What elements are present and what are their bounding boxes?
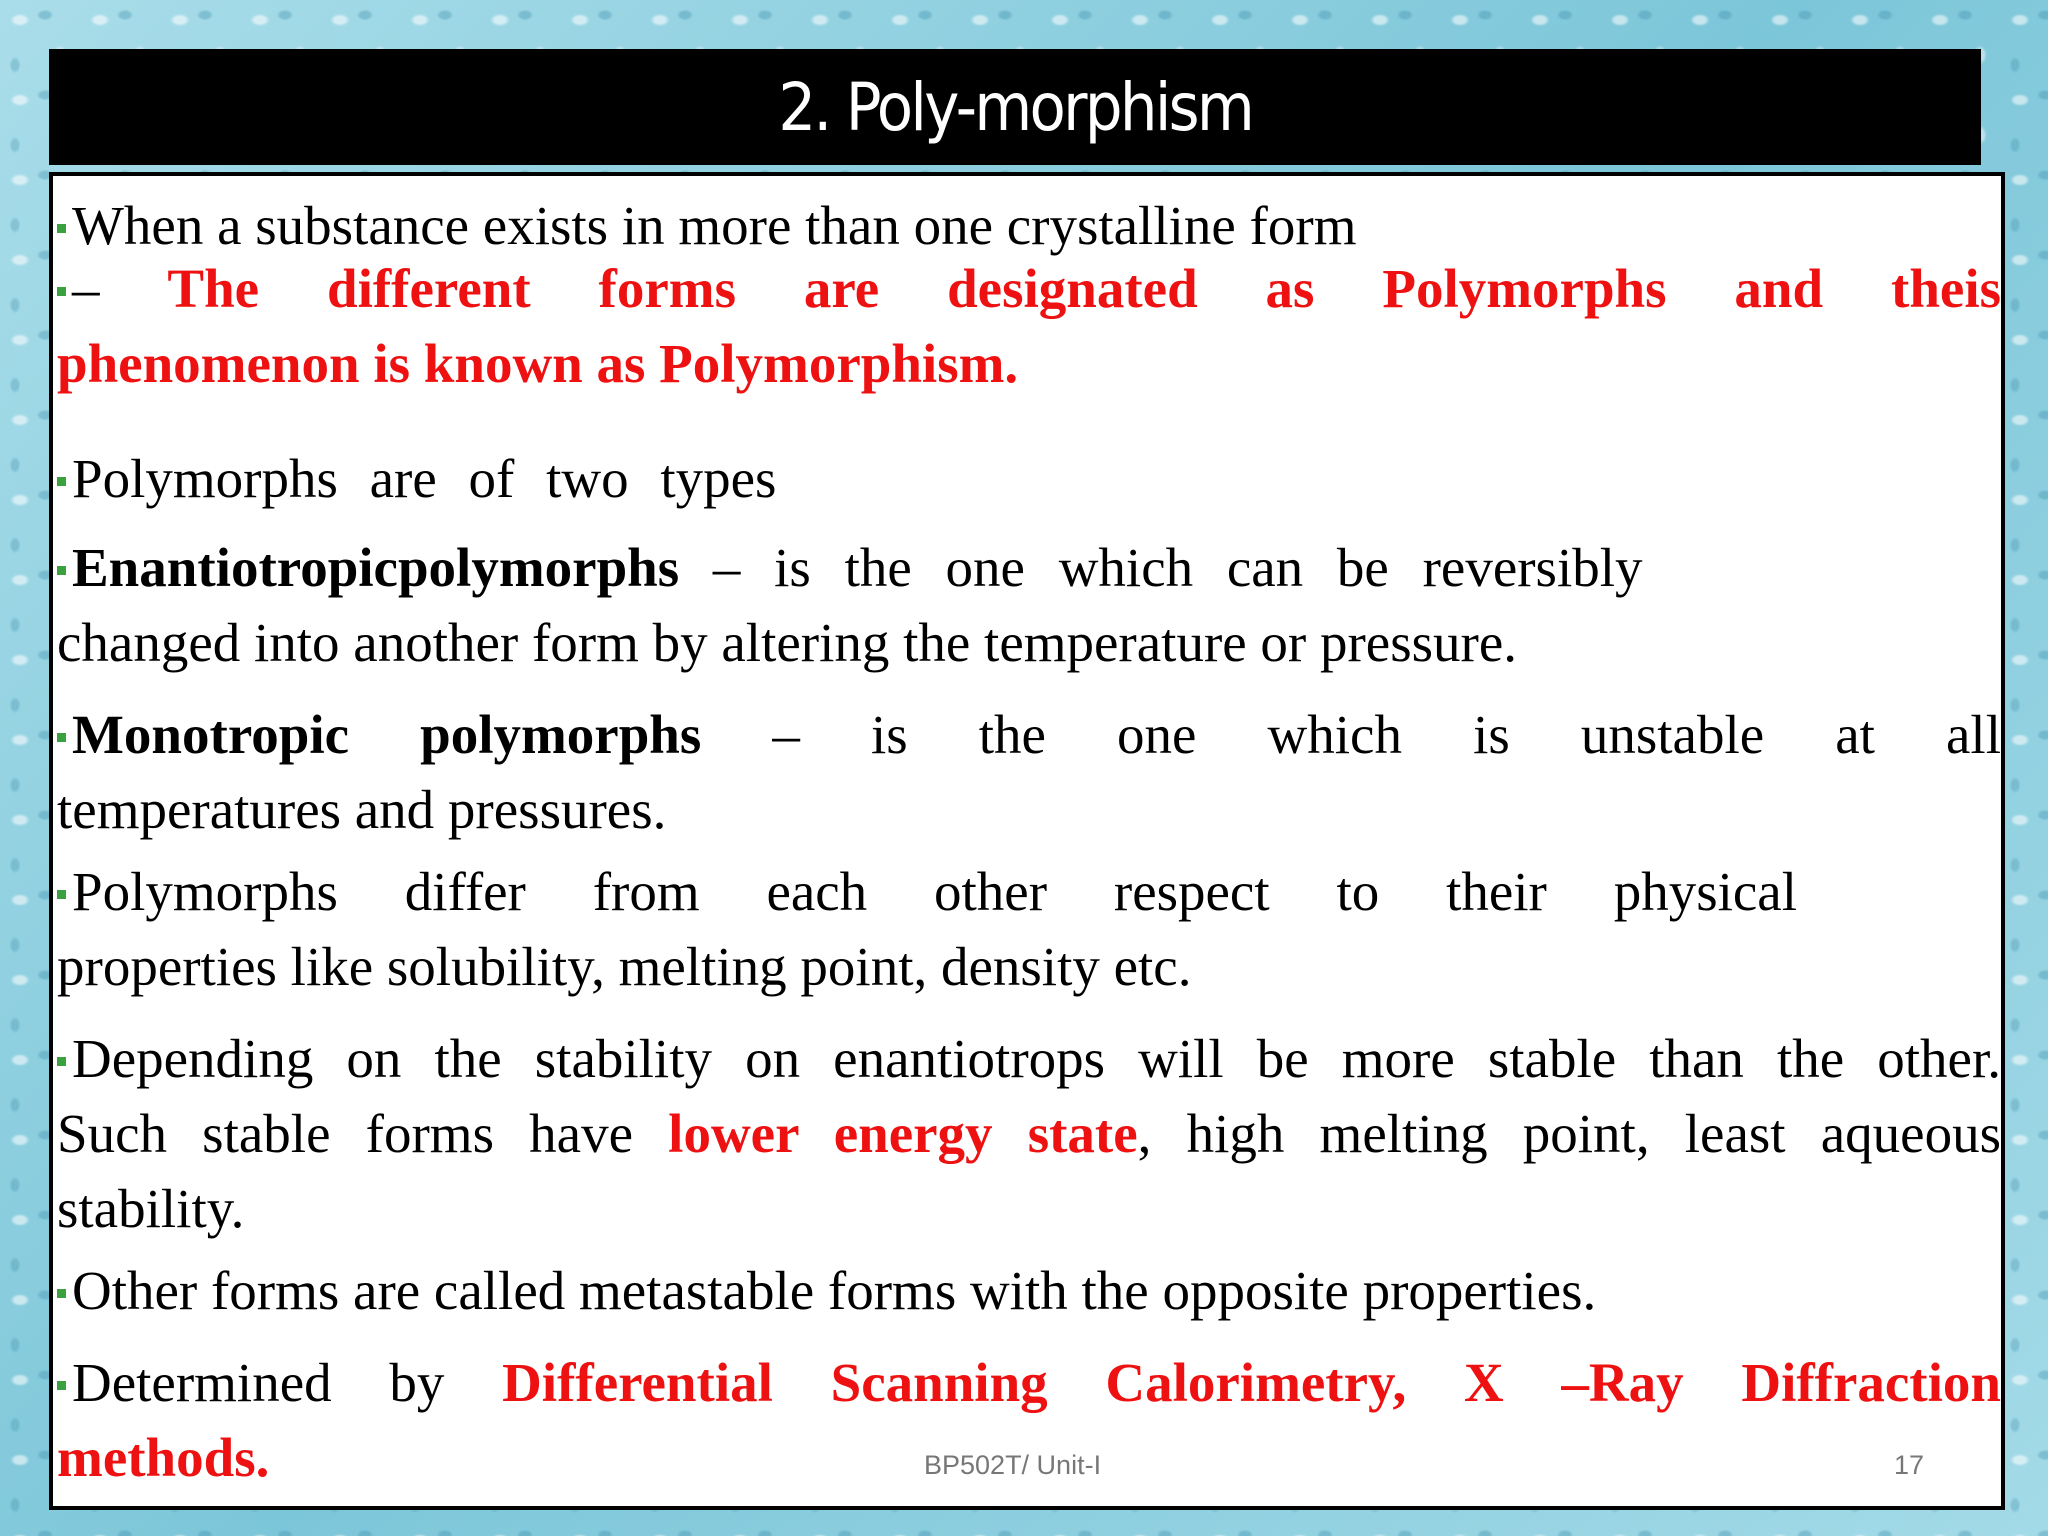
title-bar <box>49 49 1981 165</box>
enantiotropic-desc-cont: changed into another form by altering the temperature or pressure. <box>57 612 1517 673</box>
methods-red-cont: methods. <box>57 1427 270 1488</box>
footer-page-number: 17 <box>1894 1450 1925 1480</box>
bullet-stability-line2 <box>57 1096 2001 1171</box>
footer-course: BP502T/ Unit-I <box>924 1450 1102 1480</box>
polymorphs-definition-red: The different forms are designated as Polymorphs and theis <box>167 258 2002 319</box>
enantiotropic-desc: – is the one which can be reversibly <box>679 537 1643 598</box>
slide-title: 2. Poly-morphism <box>778 68 1252 146</box>
definition-text: When a substance exists in more than one crystalline form <box>72 195 1357 256</box>
bullet-icon <box>57 566 66 575</box>
dash: – <box>72 258 168 319</box>
bullet-physical-line2 <box>57 929 2001 1004</box>
monotropic-desc-cont: temperatures and pressures. <box>57 779 667 840</box>
bullet-stability-line3 <box>57 1171 2001 1246</box>
bullet-types <box>57 441 2001 516</box>
bullet-icon <box>57 1381 66 1390</box>
bullet-icon <box>57 890 66 899</box>
bullet-icon <box>57 1057 66 1066</box>
bullet-metastable <box>57 1253 2001 1328</box>
stability-text-b: , high melting point, least aqueous <box>1137 1103 2001 1164</box>
bullet-physical-line1 <box>57 854 1797 929</box>
methods-red: Differential Scanning Calorimetry, X –Ray Diffraction <box>502 1352 2001 1413</box>
physical-text: Polymorphs differ from each other respect to their physical <box>72 861 1797 922</box>
monotropic-desc: – is the one which is unstable at all <box>701 704 2001 765</box>
bullet-polymorphs-line2 <box>57 326 2001 401</box>
stability-text: Depending on the stability on enantiotrops will be more stable than the other. <box>72 1028 2001 1089</box>
physical-text-cont: properties like solubility, melting point, density etc. <box>57 936 1192 997</box>
stability-text-a: Such stable forms have <box>57 1103 669 1164</box>
bullet-icon <box>57 1289 66 1298</box>
stability-text-c: stability. <box>57 1178 245 1239</box>
bullet-icon <box>57 287 66 296</box>
types-text: Polymorphs are of two types <box>72 448 777 509</box>
determined-text: Determined by <box>72 1352 503 1413</box>
bullet-determined-line1 <box>57 1345 2001 1420</box>
polymorphism-definition-red: phenomenon is known as Polymorphism. <box>57 333 1019 394</box>
bullet-monotropic-line1 <box>57 697 2001 772</box>
monotropic-term: Monotropic polymorphs <box>72 704 702 765</box>
lower-energy-state: lower energy state <box>668 1103 1138 1164</box>
bullet-icon <box>57 477 66 486</box>
bullet-stability-line1 <box>57 1021 2001 1096</box>
enantiotropic-term: Enantiotropicpolymorphs <box>72 537 680 598</box>
bullet-monotropic-line2 <box>57 772 2001 847</box>
bullet-enantiotropic-line1 <box>57 530 1797 605</box>
metastable-text: Other forms are called metastable forms with the opposite properties. <box>72 1260 1597 1321</box>
bullet-icon <box>57 224 66 233</box>
bullet-enantiotropic-line2 <box>57 605 2001 680</box>
content-box <box>49 172 2005 1510</box>
bullet-polymorphs-line1 <box>57 251 2001 326</box>
bullet-icon <box>57 733 66 742</box>
